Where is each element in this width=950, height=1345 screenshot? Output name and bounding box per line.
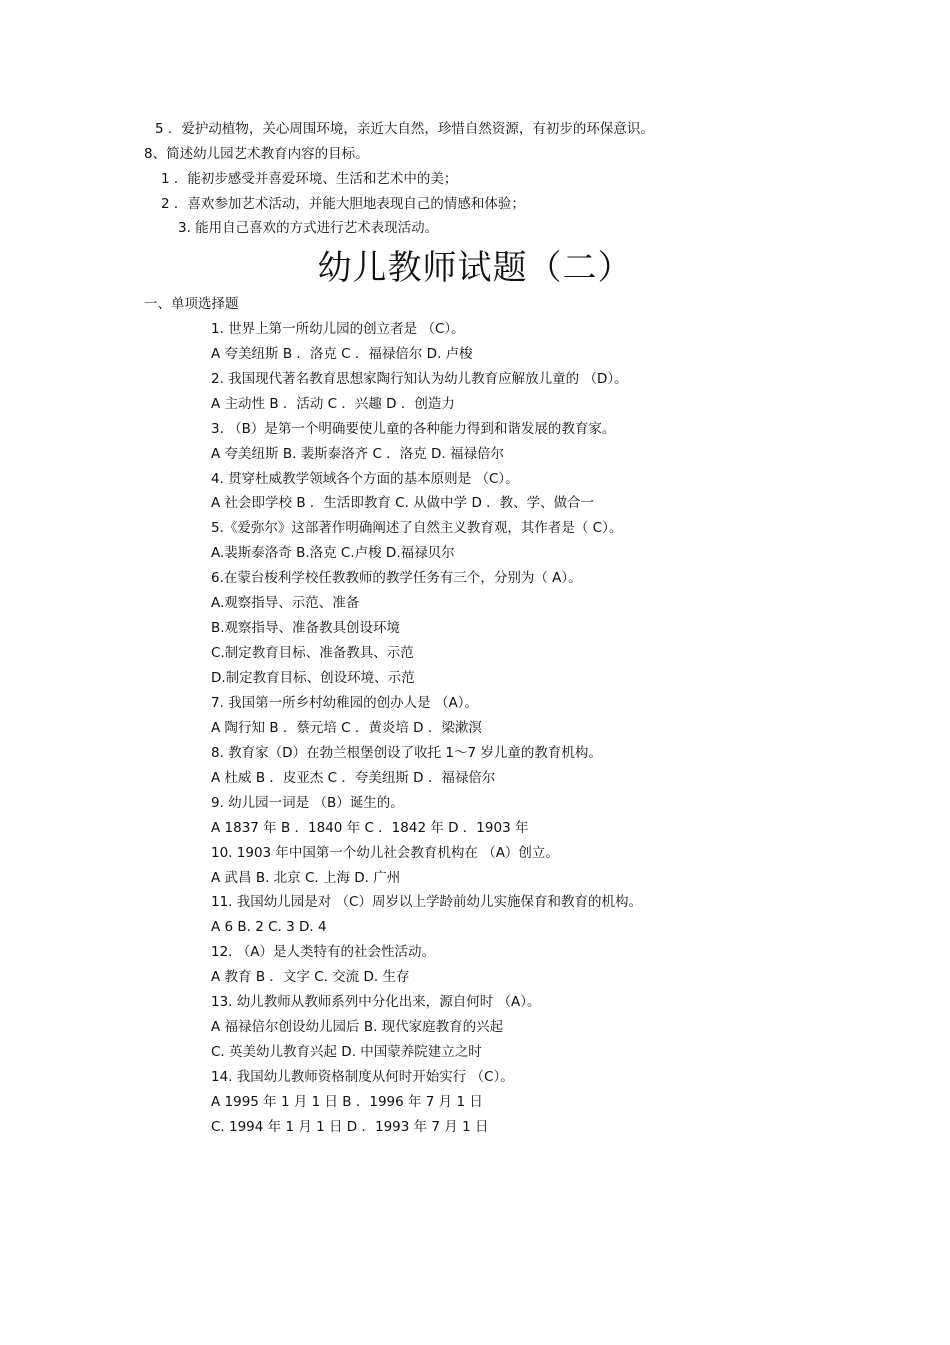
option-line: A.观察指导、示范、准备: [211, 595, 360, 611]
option-line: A 1995 年 1 月 1 日 B ．1996 年 7 月 1 日: [211, 1094, 483, 1110]
option-line: B.观察指导、准备教具创设环境: [211, 620, 401, 636]
option-line: C.制定教育目标、准备教具、示范: [211, 645, 414, 661]
option-line: A 夸美纽斯 B. 裴斯泰洛齐 C ．洛克 D. 福禄倍尔: [211, 446, 504, 462]
question-line: 8. 教育家（D）在勃兰根堡创设了收托 1～7 岁儿童的教育机构。: [211, 745, 602, 761]
option-line: A 主动性 B ．活动 C ．兴趣 D ．创造力: [211, 396, 455, 412]
option-line: A 6 B. 2 C. 3 D. 4: [211, 919, 327, 935]
question-line: 10. 1903 年中国第一个幼儿社会教育机构在 （A）创立。: [211, 845, 559, 861]
option-line: A 福禄倍尔创设幼儿园后 B. 现代家庭教育的兴起: [211, 1019, 504, 1035]
art-goal-2: 2 ．喜欢参加艺术活动，并能大胆地表现自己的情感和体验；: [161, 196, 525, 212]
option-line: A 武昌 B. 北京 C. 上海 D. 广州: [211, 870, 401, 886]
option-line: A 教育 B ．文字 C. 交流 D. 生存: [211, 969, 410, 985]
option-line: C. 1994 年 1 月 1 日 D ．1993 年 7 月 1 日: [211, 1119, 489, 1135]
objective-item-5: 5 ．爱护动植物，关心周围环境，亲近大自然，珍惜自然资源，有初步的环保意识。: [155, 121, 654, 137]
question-line: 13. 幼儿教师从教师系列中分化出来，源自何时 （A）。: [211, 994, 541, 1010]
section-heading: 一、单项选择题: [144, 296, 239, 312]
question-line: 3. （B）是第一个明确要使儿童的各种能力得到和谐发展的教育家。: [211, 421, 616, 437]
page-title: 幼儿教师试题（二）: [317, 248, 633, 288]
art-goal-1: 1 ．能初步感受并喜爱环境、生活和艺术中的美；: [161, 171, 458, 187]
question-line: 6.在蒙台梭利学校任教教师的教学任务有三个，分别为（ A）。: [211, 570, 582, 586]
question-line: 5.《爱弥尔》这部著作明确阐述了自然主义教育观，其作者是（ C）。: [211, 520, 623, 536]
art-goal-3: 3. 能用自己喜欢的方式进行艺术表现活动。: [178, 220, 439, 236]
option-line: A 1837 年 B ．1840 年 C ．1842 年 D ．1903 年: [211, 820, 529, 836]
option-line: D.制定教育目标、创设环境、示范: [211, 670, 415, 686]
question-line: 1. 世界上第一所幼儿园的创立者是 （C）。: [211, 321, 465, 337]
question-line: 2. 我国现代著名教育思想家陶行知认为幼儿教育应解放儿童的 （D）。: [211, 371, 628, 387]
option-line: A 杜威 B ．皮亚杰 C ．夸美纽斯 D ．福禄倍尔: [211, 770, 496, 786]
question-line: 4. 贯穿杜威教学领域各个方面的基本原则是 （C）。: [211, 471, 519, 487]
option-line: C. 英美幼儿教育兴起 D. 中国蒙养院建立之时: [211, 1044, 482, 1060]
question-line: 7. 我国第一所乡村幼稚园的创办人是 （A）。: [211, 695, 478, 711]
question-line: 14. 我国幼儿教师资格制度从何时开始实行 （C）。: [211, 1069, 514, 1085]
question-line: 12. （A）是人类特有的社会性活动。: [211, 944, 435, 960]
option-line: A.裴斯泰洛奇 B.洛克 C.卢梭 D.福禄贝尔: [211, 545, 455, 561]
question-line: 11. 我国幼儿园是对 （C）周岁以上学龄前幼儿实施保育和教育的机构。: [211, 894, 642, 910]
question-line: 9. 幼儿园一词是 （B）诞生的。: [211, 795, 404, 811]
option-line: A 夸美纽斯 B ．洛克 C ．福禄倍尔 D. 卢梭: [211, 346, 473, 362]
question-8-heading: 8、简述幼儿园艺术教育内容的目标。: [144, 146, 369, 162]
option-line: A 社会即学校 B ．生活即教育 C. 从做中学 D ．教、学、做合一: [211, 495, 595, 511]
option-line: A 陶行知 B ．蔡元培 C ．黄炎培 D ．梁漱溟: [211, 720, 482, 736]
